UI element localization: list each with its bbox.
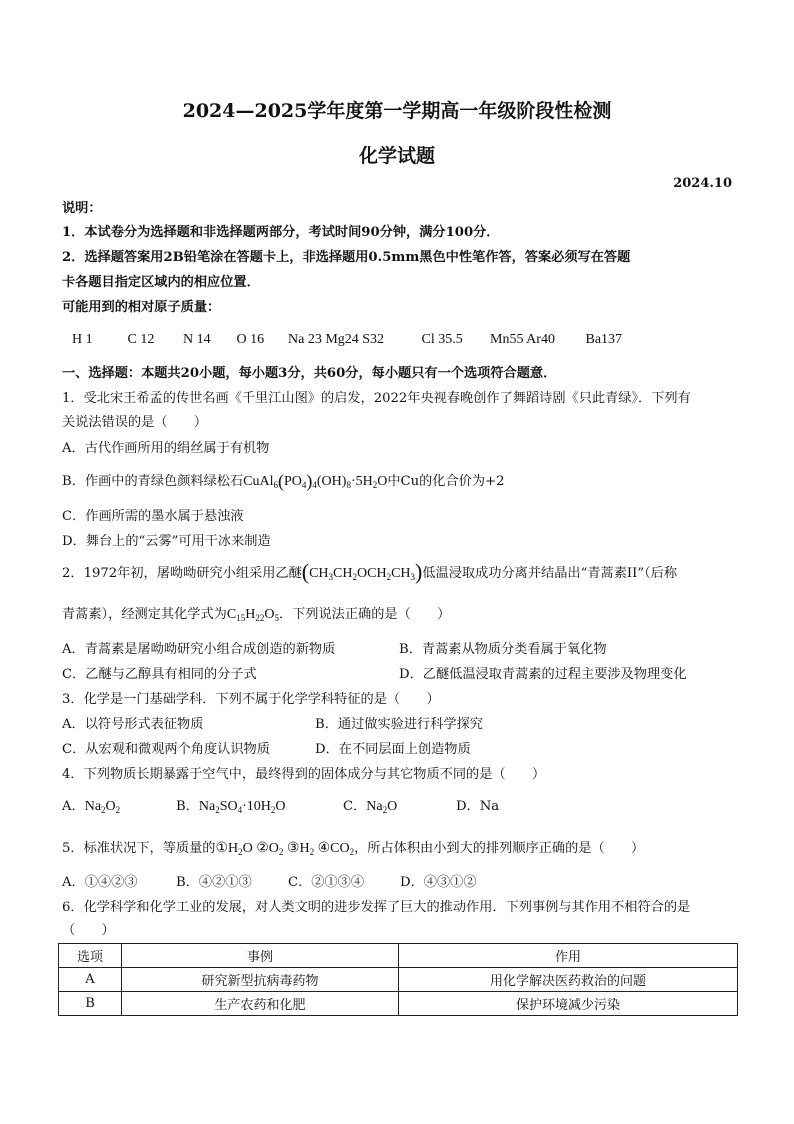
q2-stem-text-3: ．下列说法正确的是（ ） <box>278 607 451 622</box>
instruction-item-1: 1．本试卷分为选择题和非选择题两部分，考试时间90分钟，满分100分． <box>62 225 500 240</box>
instructions-heading: 说明： <box>62 201 102 216</box>
q3-option-b: B．通过做实验进行科学探究 <box>315 717 483 732</box>
q5-gas-list: $①H_2O$ $②O_2$ $③H_2$ $④CO_2$ <box>215 841 355 857</box>
q6-table <box>58 943 738 1016</box>
instruction-item-2-cont: 卡各题目指定区域内的相应位置． <box>62 275 260 290</box>
ether-formula: $(CH_3CH_2OCH_2CH_3)$ <box>301 559 423 584</box>
atomic-mass-item: C 12 <box>127 332 155 347</box>
q1-option-b-text-cont: 中Cu的化合价为+2 <box>387 474 505 489</box>
table-header-cell: 选项 <box>59 944 122 968</box>
table-cell: A <box>59 968 122 992</box>
table-cell: 保护环境减少污染 <box>399 992 738 1016</box>
atomic-mass-item: Cl 35.5 <box>421 332 463 347</box>
instruction-item-2: 2．选择题答案用2B铅笔涂在答题卡上，非选择题用0.5mm黑色中性笔作答，答案必须写在答题 <box>62 250 631 265</box>
table-cell: 生产农药和化肥 <box>122 992 399 1016</box>
atomic-mass-item: Ba137 <box>585 332 623 347</box>
q1-stem: 1．受北宋王希孟的传世名画《千里江山图》的启发，2022年央视春晚创作了舞蹈诗剧《只此青绿》．下列有 <box>62 391 691 406</box>
q2-stem-text-2: 青蒿素），经测定其化学式为 <box>62 607 227 622</box>
q4-option-c: C．$Na_2O$ <box>343 799 398 815</box>
q3-option-a: A．以符号形式表征物质 <box>62 717 204 732</box>
q2-stem-cont <box>62 605 738 625</box>
table-header-cell: 事例 <box>122 944 399 968</box>
table-header-cell: 作用 <box>399 944 738 968</box>
atomic-mass-item: O 16 <box>236 332 265 347</box>
atomic-masses-heading: 可能用到的相对原子质量： <box>62 300 221 315</box>
q4-option-b: B．$Na_2SO_4\cdot 10H_2O$ <box>176 799 286 815</box>
q2-option-d: D．乙醚低温浸取青蒿素的过程主要涉及物理变化 <box>399 667 687 682</box>
q5-stem <box>62 839 738 859</box>
q4-option-a: A．$Na_2O_2$ <box>62 799 121 815</box>
q6-stem-cont: （ ） <box>62 923 115 938</box>
q2-stem-text: 2．1972年初，屠呦呦研究小组采用乙醚 <box>62 566 302 581</box>
q4-stem: 4．下列物质长期暴露于空气中，最终得到的固体成分与其它物质不同的是（ ） <box>62 767 546 782</box>
q2-stem-text-cont: 低温浸取成功分离并结晶出“青蒿素II”（后称 <box>422 566 678 581</box>
table-cell: 研究新型抗病毒药物 <box>122 968 399 992</box>
exam-subtitle: 化学试题 <box>358 145 435 167</box>
q1-option-b-text: B．作画中的青绿色颜料绿松石 <box>62 474 244 489</box>
section-1-heading: 一、选择题：本题共20小题，每小题3分，共60分，每小题只有一个选项符合题意． <box>62 366 557 381</box>
q2-option-a: A．青蒿素是屠呦呦研究小组合成创造的新物质 <box>62 642 336 657</box>
q3-option-d: D．在不同层面上创造物质 <box>315 742 471 757</box>
q1-stem-cont: 关说法错误的是（ ） <box>62 415 208 430</box>
q5-option-d: D．④③①② <box>400 875 477 890</box>
q3-stem: 3．化学是一门基础学科．下列不属于化学学科特征的是（ ） <box>62 692 440 707</box>
q3-option-c: C．从宏观和微观两个角度认识物质 <box>62 742 270 757</box>
q2-stem <box>62 559 738 584</box>
q2-option-b: B．青蒿素从物质分类看属于氧化物 <box>399 642 607 657</box>
atomic-masses-list <box>72 330 748 350</box>
exam-title: 2024—2025学年度第一学期高一年级阶段性检测 <box>182 100 612 122</box>
atomic-mass-item: N 14 <box>183 332 211 347</box>
atomic-mass-item: Mn55 Ar40 <box>490 332 555 347</box>
q5-option-c: C．②①③④ <box>288 875 365 890</box>
table-header-row <box>59 944 738 968</box>
exam-date: 2024.10 <box>673 176 732 191</box>
q2-option-c: C．乙醚与乙醇具有相同的分子式 <box>62 667 257 682</box>
table-row <box>59 968 738 992</box>
q4-option-d: D．Na <box>456 799 500 814</box>
q6-stem: 6．化学科学和化学工业的发展，对人类文明的进步发挥了巨大的推动作用．下列事例与其作用不相符合的是 <box>62 900 691 915</box>
table-cell: 用化学解决医药救治的问题 <box>399 968 738 992</box>
atomic-mass-item: H 1 <box>72 332 93 347</box>
artemisinin-formula: $C_{15}H_{22}O_5$ <box>226 607 279 623</box>
q5-option-b: B．④②①③ <box>176 875 252 890</box>
atomic-mass-item: Na 23 Mg24 S32 <box>288 332 385 347</box>
q5-stem-text: 5．标准状况下，等质量的 <box>62 841 216 856</box>
q1-option-c: C．作画所需的墨水属于悬浊液 <box>62 509 244 524</box>
q5-option-a: A．①④②③ <box>62 875 138 890</box>
q5-stem-text-cont: ，所占体积由小到大的排列顺序正确的是（ ） <box>354 841 645 856</box>
q1-option-a: A．古代作画所用的绢丝属于有机物 <box>62 441 270 456</box>
turquoise-formula: $CuAl_6(PO_4)_4(OH)_8\cdot 5H_2O$ <box>243 471 388 491</box>
q1-option-b <box>62 471 738 492</box>
table-cell: B <box>59 992 122 1016</box>
table-row <box>59 992 738 1016</box>
q1-option-d: D．舞台上的“云雾”可用干冰来制造 <box>62 534 271 549</box>
